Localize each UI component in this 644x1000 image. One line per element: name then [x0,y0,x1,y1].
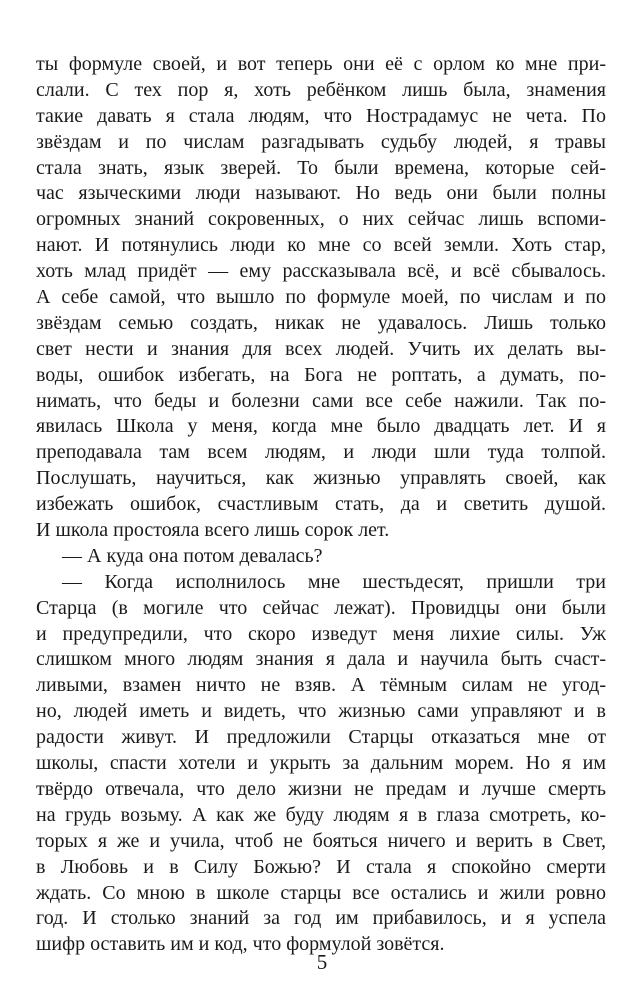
text-line: ждать. Со мною в школе старцы все остались и жили ровно [36,881,606,904]
text-line: огромных знаний сокровенных, о них сейчас лишь вспоми- [36,208,606,231]
text-line: Послушать, научиться, как жизнью управлять своей, как [36,467,606,490]
text-line: слали. С тех пор я, хоть ребёнком лишь была, знамения [36,78,606,101]
text-line: школы, спасти хотели и укрыть за дальним морем. Но я им [36,752,606,775]
paragraph-1 [36,52,606,544]
text-line: и предупредили, что скоро изведут меня лихие силы. Уж [36,622,606,645]
text-line: И школа простояла всего лишь сорок лет. [36,519,390,542]
text-line: воды, ошибок избегать, на Бога не роптать, а думать, по- [36,363,606,386]
text-line: такие давать я стала людям, что Нострадамус не чета. По [36,104,606,127]
text-line: — Когда исполнилось мне шестьдесят, пришли три [62,570,606,593]
text-line: слишком много людям знания я дала и научила быть счаст- [36,648,606,671]
text-line: хоть млад придёт — ему рассказывала всё, и всё сбывалось. [36,260,606,283]
text-line: А себе самой, что вышло по формуле моей, по числам и по [36,286,606,309]
text-line: нимать, что беды и болезни сами все себе нажили. Так по- [36,389,606,412]
text-line: стала знать, язык зверей. То были времена, которые сей- [36,156,606,179]
text-line: Старца (в могиле что сейчас лежат). Провидцы они были [36,596,606,619]
text-line: ты формуле своей, и вот теперь они её с орлом ко мне при- [36,53,606,75]
text-line: но, людей иметь и видеть, что жизнью сами управляют и в [36,700,606,723]
text-line: торых я же и учила, чтоб не бояться ничего и верить в Свет, [36,829,606,852]
page-text [36,52,606,958]
text-line: избежать ошибок, счастливым стать, да и светить душой. [36,493,606,516]
text-line: радости живут. И предложили Старцы отказаться мне от [36,726,606,749]
text-line: год. И столько знаний за год им прибавилось, и я успела [36,907,606,930]
text-line: преподавала там всем людям, и люди шли туда толпой. [36,441,606,464]
text-line: час языческими люди называют. Но ведь они были полны [36,182,606,205]
paragraph-2 [36,544,606,570]
text-line: звёздам и по числам разгадывать судьбу людей, я травы [36,130,606,153]
text-line: звёздам семью создать, никак не удавалось. Лишь только [36,311,606,334]
text-line: нают. И потянулись люди ко мне со всей земли. Хоть стар, [36,234,606,257]
text-line: — А куда она потом девалась? [62,544,323,567]
text-line: в Любовь и в Силу Божью? И стала я спокойно смерти [36,855,606,878]
text-line: явилась Школа у меня, когда мне было двадцать лет. И я [36,415,606,438]
paragraph-3 [36,570,606,958]
page-number: 5 [316,950,328,974]
text-line: шифр оставить им и код, что формулой зовётся. [36,933,445,956]
text-line: ливыми, взамен ничто не взяв. А тёмным силам не угод- [36,674,606,697]
text-line: на грудь возьму. А как же буду людям я в глаза смотреть, ко- [36,803,606,826]
text-line: твёрдо отвечала, что дело жизни не предам и лучше смерть [36,777,606,800]
text-line: свет нести и знания для всех людей. Учить их делать вы- [36,337,606,360]
